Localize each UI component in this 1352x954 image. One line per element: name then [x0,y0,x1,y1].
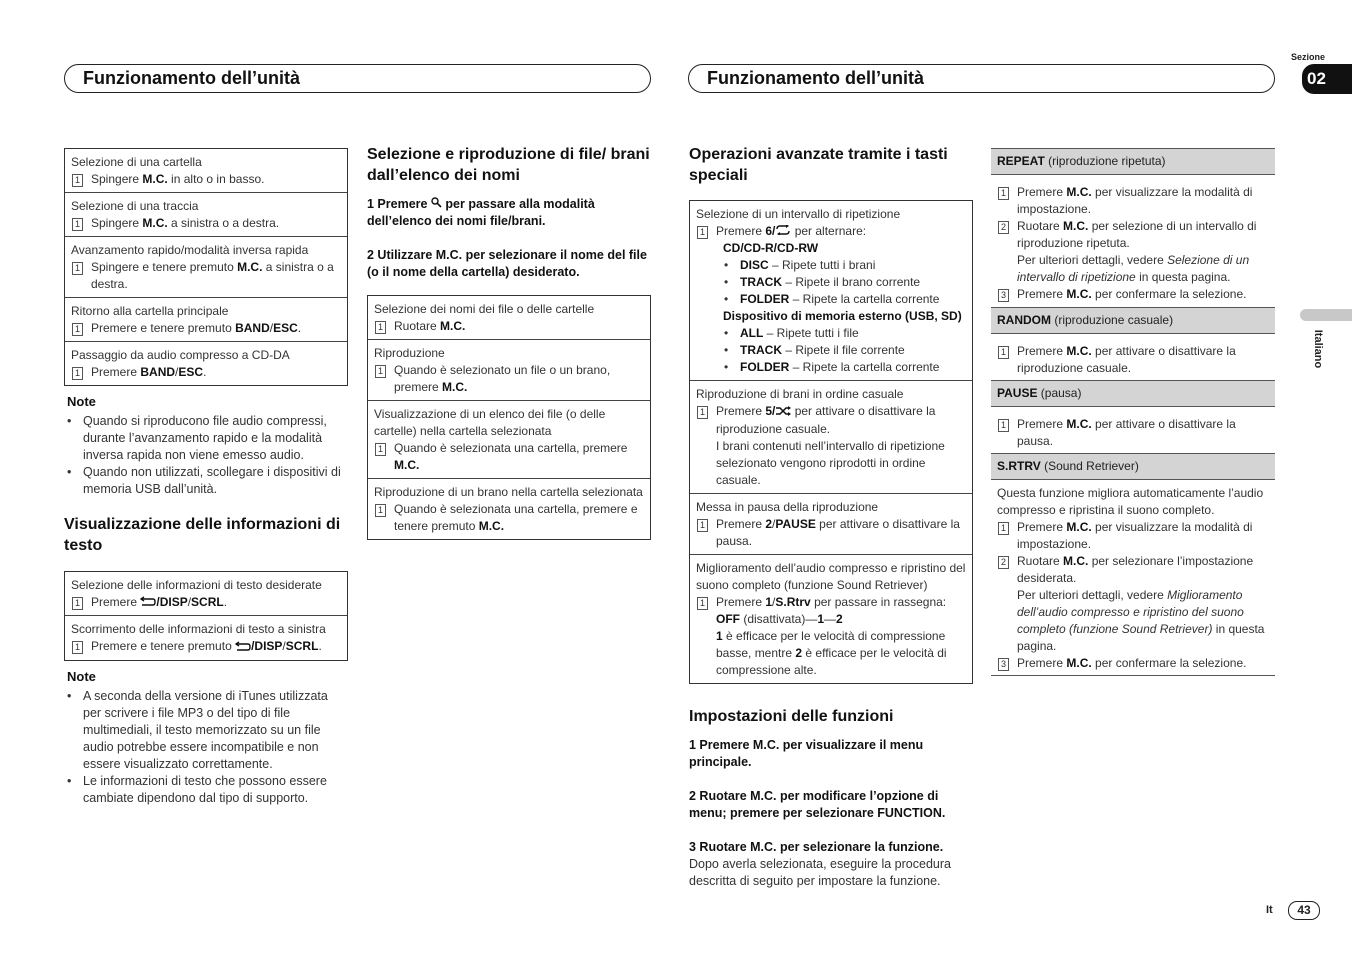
cell-title: Avanzamento rapido/modalità inversa rapida [71,243,309,257]
step-number-1-icon: 1 [375,365,386,378]
cell-title: Selezione dei nomi dei file o delle cartelle [374,302,595,317]
table-cell: Riproduzione 1 Quando è selezionato un file o un brano, premere M.C. [368,339,650,400]
pause-cell: Messa in pausa della riproduzione 1 Premere 2/PAUSE per attivare o disattivare la pausa. [690,493,972,554]
step-number-1-icon: 1 [72,218,83,231]
step-number-3-icon: 3 [998,658,1009,671]
note-item: • Quando si riproducono file audio compressi, durante l’avanzamento rapido e la modalità inversa rapida non viene emesso audio. [64,413,348,464]
cd-label: CD/CD-R/CD-RW [723,241,819,256]
page-number: 43 [1288,901,1320,920]
language-code: It [1266,904,1273,916]
step-number-1-icon: 1 [375,321,386,334]
heading-advanced-ops: Operazioni avanzate tramite i tasti speciali [689,146,948,184]
table-cell: Selezione delle informazioni di testo desiderate 1 Premere /DISP/SCRL. [65,572,347,615]
step-number-1-icon: 1 [998,419,1009,432]
section-number: 02 [1307,69,1326,88]
step-number-2-icon: 2 [998,556,1009,569]
cell-title: Riproduzione di brani in ordine casuale [696,387,904,402]
cell-title: Ritorno alla cartella principale [71,304,229,318]
cell-title: Passaggio da audio compresso a CD-DA [71,348,290,362]
cell-title: Riproduzione [374,346,445,361]
step-number-2-icon: 2 [998,221,1009,234]
note-item: • A seconda della versione di iTunes utilizzata per scrivere i file MP3 o del tipo di file multimediali, il testo memorizzato su un file audio potrebbe essere incompatibile e non essere visualizzato correttamente. [64,688,348,773]
random-steps: 1 Premere M.C. per attivare o disattivare la riproduzione casuale. [991,334,1275,380]
step-text: per passare alla modalità dell’elenco dei nomi file/brani. [367,197,595,229]
section-banner-left [64,64,651,93]
step-number-1-icon: 1 [697,226,708,239]
column-1 [64,148,348,807]
step-number-1-icon: 1 [72,641,83,654]
table-cell: Selezione di una cartella 1 Spingere M.C. in alto o in basso. [65,149,347,192]
sezione-label: Sezione [1291,52,1326,62]
table-cell: Avanzamento rapido/modalità inversa rapida 1 Spingere e tenere premuto M.C. a sinistra o a destra. [65,236,347,297]
cell-title: Selezione di una traccia [71,199,199,213]
pause-steps: 1 Premere M.C. per attivare o disattivare la pausa. [991,407,1275,453]
step-number-1-icon: 1 [998,187,1009,200]
language-tab [1300,309,1352,321]
repeat-option: • TRACK – Ripete il file corrente [696,342,966,359]
instruction-step-2: 2 Utilizzare M.C. per selezionare il nome del file (o il nome della cartella) desiderato. [367,248,647,280]
controls-table-1 [64,148,348,386]
language-label: Italiano [1312,329,1324,369]
step-number-1-icon: 1 [72,367,83,380]
step-text: 1 Premere [367,197,431,211]
cell-title: Scorrimento delle informazioni di testo a sinistra [71,622,326,637]
random-header: RANDOM (riproduzione casuale) [991,308,1275,334]
back-icon [235,639,251,656]
heading-file-selection: Selezione e riproduzione di file/ brani dall’elenco dei nomi [367,146,650,184]
step-number-1-icon: 1 [72,597,83,610]
back-icon [140,594,156,611]
shuffle-icon [775,404,791,421]
cell-title: Selezione di un intervallo di ripetizione [696,207,901,221]
step-number-1-icon: 1 [72,323,83,336]
table-cell: Riproduzione di un brano nella cartella selezionata 1 Quando è selezionata una cartella, premere e tenere premuto M.C. [368,478,650,539]
cell-title: Messa in pausa della riproduzione [696,499,879,514]
banner-title: Funzionamento dell’unità [83,68,300,88]
repeat-option: • TRACK – Ripete il brano corrente [696,274,966,291]
table-cell: Scorrimento delle informazioni di testo a sinistra 1 Premere e tenere premuto /DISP/SCRL. [65,615,347,659]
step-number-1-icon: 1 [697,406,708,419]
table-cell: Passaggio da audio compresso a CD-DA 1 Premere BAND/ESC. [65,341,347,385]
step-number-1-icon: 1 [375,443,386,456]
note-list [64,688,348,807]
repeat-option: • FOLDER – Ripete la cartella corrente [696,359,966,376]
column-3 [689,144,973,890]
pause-header: PAUSE (pausa) [991,380,1275,407]
srtrv-steps: Questa funzione migliora automaticamente l’audio compresso e ripristina il suono completo. 1 Premere M.C. per visualizzare la modalità di impostazione. 2 Ruotare M.C. per selezionare l’impostazione desiderata. Per ulteriori dettagli, vedere Miglioramento dell’audio compresso e ripristino del suono completo (funzione Sound Retriever) in questa pagina. 3 Premere M.C. per confermare la selezione. [991,480,1275,676]
controls-table-2 [64,571,348,661]
step-number-1-icon: 1 [697,519,708,532]
instruction-text: Dopo averla selezionata, eseguire la procedura descritta di seguito per impostare la funzione. [689,856,951,888]
note-item: • Quando non utilizzati, scollegare i dispositivi di memoria USB dall’unità. [64,464,348,498]
column-4 [991,148,1275,676]
srtrv-header: S.RTRV (Sound Retriever) [991,453,1275,480]
note-block-2 [64,669,348,807]
section-banner-right [688,64,1275,93]
table-cell: Visualizzazione di un elenco dei file (o delle cartelle) nella cartella selezionata 1 Quando è selezionata una cartella, premere M.C. [368,400,650,478]
repeat-option: • ALL – Ripete tutti i file [696,325,966,342]
repeat-steps: 1 Premere M.C. per visualizzare la modalità di impostazione. 2 Ruotare M.C. per selezione di un intervallo di riproduzione ripetuta. Per ulteriori dettagli, vedere Selezione di un intervallo di ripetizione in questa pagina. 3 Premere M.C. per confermare la selezione. [991,175,1275,308]
table-cell: Ritorno alla cartella principale 1 Premere e tenere premuto BAND/ESC. [65,297,347,341]
instruction-step-1: 1 Premere M.C. per visualizzare il menu principale. [689,737,924,769]
banner-title: Funzionamento dell’unità [707,68,924,88]
instruction-step-3: 3 Ruotare M.C. per selezionare la funzione. [689,839,944,854]
repeat-icon [775,223,791,240]
instruction-step-2: 2 Ruotare M.C. per modificare l’opzione di menu; premere per selezionare FUNCTION. [689,788,946,820]
heading-text-info: Visualizzazione delle informazioni di testo [64,516,341,554]
instruction-step-1 [367,196,651,230]
section-number-tab [1302,64,1352,94]
column-2 [367,144,651,540]
step-number-1-icon: 1 [998,346,1009,359]
note-title: Note [67,668,96,684]
repeat-header: REPEAT (riproduzione ripetuta) [991,148,1275,175]
note-list [64,413,348,498]
step-number-1-icon: 1 [697,597,708,610]
step-number-1-icon: 1 [72,174,83,187]
repeat-option: • FOLDER – Ripete la cartella corrente [696,291,966,308]
srtrv-cell: Miglioramento dell’audio compresso e ripristino del suono completo (funzione Sound Retriever) 1 Premere 1/S.Rtrv per passare in rassegna: OFF (disattivata)—1—2 1 è efficace per le velocità di compressione basse, mentre 2 è efficace per le velocità di compressione alte. [690,554,972,683]
srtrv-intro: Questa funzione migliora automaticamente l’audio compresso e ripristina il suono completo. [997,486,1264,517]
controls-table-4 [689,200,973,684]
step-number-1-icon: 1 [72,262,83,275]
cell-title: Visualizzazione di un elenco dei file (o delle cartelle) nella cartella selezionata [374,407,606,439]
repeat-cell: Selezione di un intervallo di ripetizione 1 Premere 6/ per alternare: CD/CD-R/CD-RW • DISC – Ripete tutti i brani • TRACK – Ripete il brano corrente • FOLDER – Ripete la cartella corrente Dispositivo di memoria esterno (USB, SD) • ALL – Ripete tutti i file • TRACK – Ripete il file corrente • FOLDER – Ripete la cartella corrente [690,201,972,380]
search-icon [431,196,442,213]
usb-label: Dispositivo di memoria esterno (USB, SD) [723,309,962,324]
controls-table-3 [367,295,651,540]
note-title: Note [67,394,96,409]
step-number-1-icon: 1 [375,504,386,517]
cell-title: Selezione di una cartella [71,155,202,169]
heading-function-settings: Impostazioni delle funzioni [689,707,894,725]
table-cell: Selezione dei nomi dei file o delle cartelle 1 Ruotare M.C. [368,296,650,339]
step-number-3-icon: 3 [998,289,1009,302]
shuffle-cell: Riproduzione di brani in ordine casuale 1 Premere 5/ per attivare o disattivare la riproduzione casuale. I brani contenuti nell’intervallo di ripetizione selezionato vengono riprodotti in ordine casuale. [690,380,972,492]
step-number-1-icon: 1 [998,522,1009,535]
cell-title: Riproduzione di un brano nella cartella selezionata [374,485,643,500]
repeat-option: • DISC – Ripete tutti i brani [696,257,966,274]
note-block [64,394,348,498]
cell-title: Selezione delle informazioni di testo desiderate [71,578,322,592]
note-item: • Le informazioni di testo che possono essere cambiate dipendono dal tipo di supporto. [64,773,348,807]
cell-title: Miglioramento dell’audio compresso e ripristino del suono completo (funzione Sound Retriever) [696,560,966,592]
table-cell: Selezione di una traccia 1 Spingere M.C. a sinistra o a destra. [65,192,347,236]
